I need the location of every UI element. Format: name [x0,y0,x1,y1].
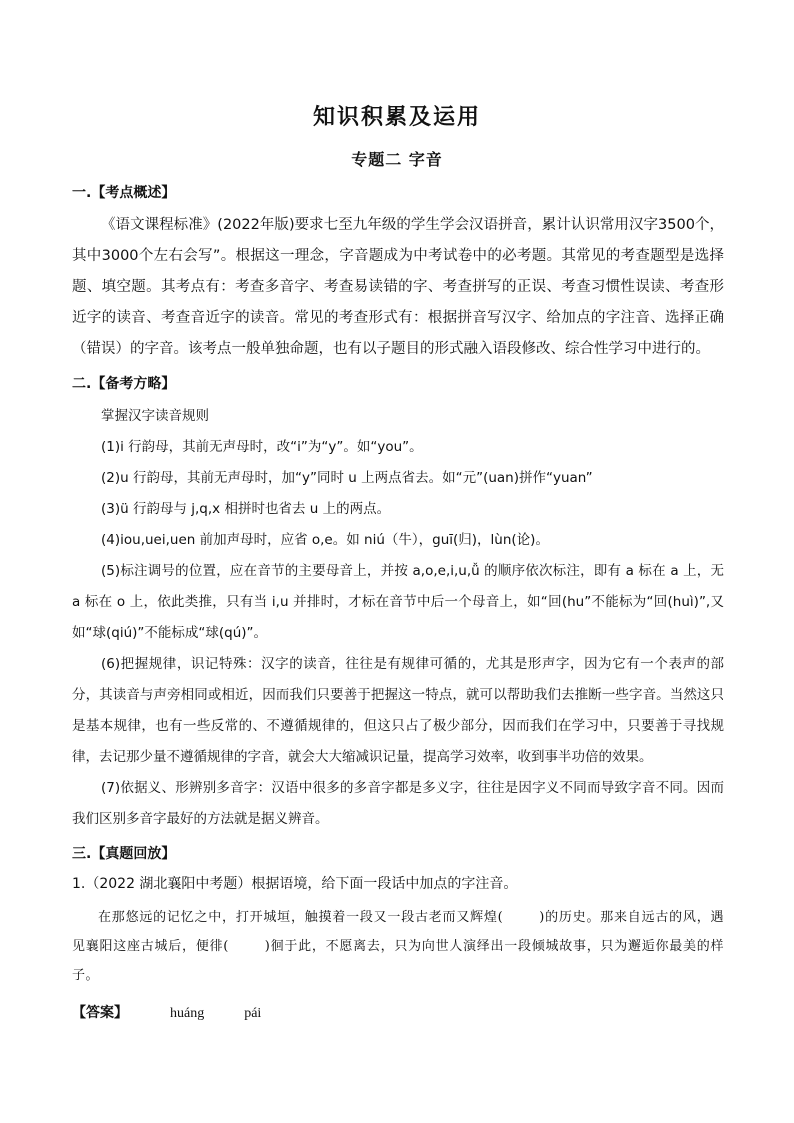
answer-1: huáng [170,1006,205,1021]
rule-6: (6)把握规律，识记特殊：汉字的读音，往往是有规律可循的，尤其是形声字，因为它有一个表声的部分，其读音与声旁相同或相近，因而我们只要善于把握这一特点，就可以帮助我们去推断一些字音。当然这只是基本规律，也有一些反常的、不遵循规律的，但这只占了极少部分，因而我们在学习中，只要善于寻找规律，去记那少量不遵循规律的字音，就会大大缩减识记量，提高学习效率，收到事半功倍的效果。 [72,656,724,765]
page-subtitle: 专题二 字音 [351,150,443,169]
page-title: 知识积累及运用 [312,105,481,130]
rule-1: (1)i 行韵母，其前无声母时，改“i”为“y”。如“you”。 [101,439,423,455]
question-passage [72,903,724,990]
section1-paragraph: 《语文课程标准》(2022年版)要求七至九年级的学生学会汉语拼音，累计认识常用汉字3500个，其中3000个左右会写”。根据这一理念，字音题成为中考试卷中的必考题。其常见的考查题型是选择题、填空题。其考点有：考查多音字、考查易读错的字、考查拼写的正误、考查习惯性误读、考查形近字的读音、考查音近字的读音。常见的考查形式有：根据拼音写汉字、给加点的字注音、选择正确（错误）的字音。该考点一般单独命题，也有以子题目的形式融入语段修改、综合性学习中进行的。 [72,217,724,357]
section3-heading: 三.【真题回放】 [72,846,176,862]
passage-part-a: 在那悠远的记忆之中，打开城垣，触摸着一段又一段古老而又辉煌( [98,910,504,925]
section2-heading: 二.【备考方略】 [72,376,176,392]
rule-7: (7)依据义、形辨别多音字：汉语中很多的多音字都是多义字，往往是因字义不同而导致字音不同。因而我们区别多音字最好的方法就是据义辨音。 [72,780,724,827]
rule-3: (3)ü 行韵母与 j,q,x 相拼时也省去 u 上的两点。 [101,501,391,517]
rule-2: (2)u 行韵母，其前无声母时，加“y”同时 u 上两点省去。如“元”(uan)拼作“yuan” [101,470,593,486]
answer-row [72,1000,724,1027]
content-area [72,180,724,1027]
answer-2: pái [244,1006,262,1021]
question-1: 1.（2022 湖北襄阳中考题）根据语境，给下面一段话中加点的字注音。 [72,876,518,892]
section1-heading: 一.【考点概述】 [72,185,176,201]
section2-intro: 掌握汉字读音规则 [101,408,209,424]
answer-label: 【答案】 [72,1005,128,1021]
rule-4: (4)iou,uei,uen 前加声母时，应省 o,e。如 niú（牛），guī(归)，lùn(论)。 [101,532,549,548]
passage-part-c: )徊于此，不愿离去，只为向世人演绎出一段倾城故事，只为邂逅你最美的样子。 [72,939,725,983]
passage-part-b: )的历史。那来自远古的风，遇见襄阳这座古城后，便徘( [72,910,724,954]
rule-5: (5)标注调号的位置，应在音节的主要母音上，并按 a,o,e,i,u,ǚ 的顺序依次标注，即有 a 标在 a 上，无 a 标在 o 上，依此类推，只有当 i,u 并排时，才标在音节中后一个母音上，如“回(hu”不能标为“回(huì)”,又如“球(qiú)”不能标成“球(qú)”。 [72,563,724,641]
